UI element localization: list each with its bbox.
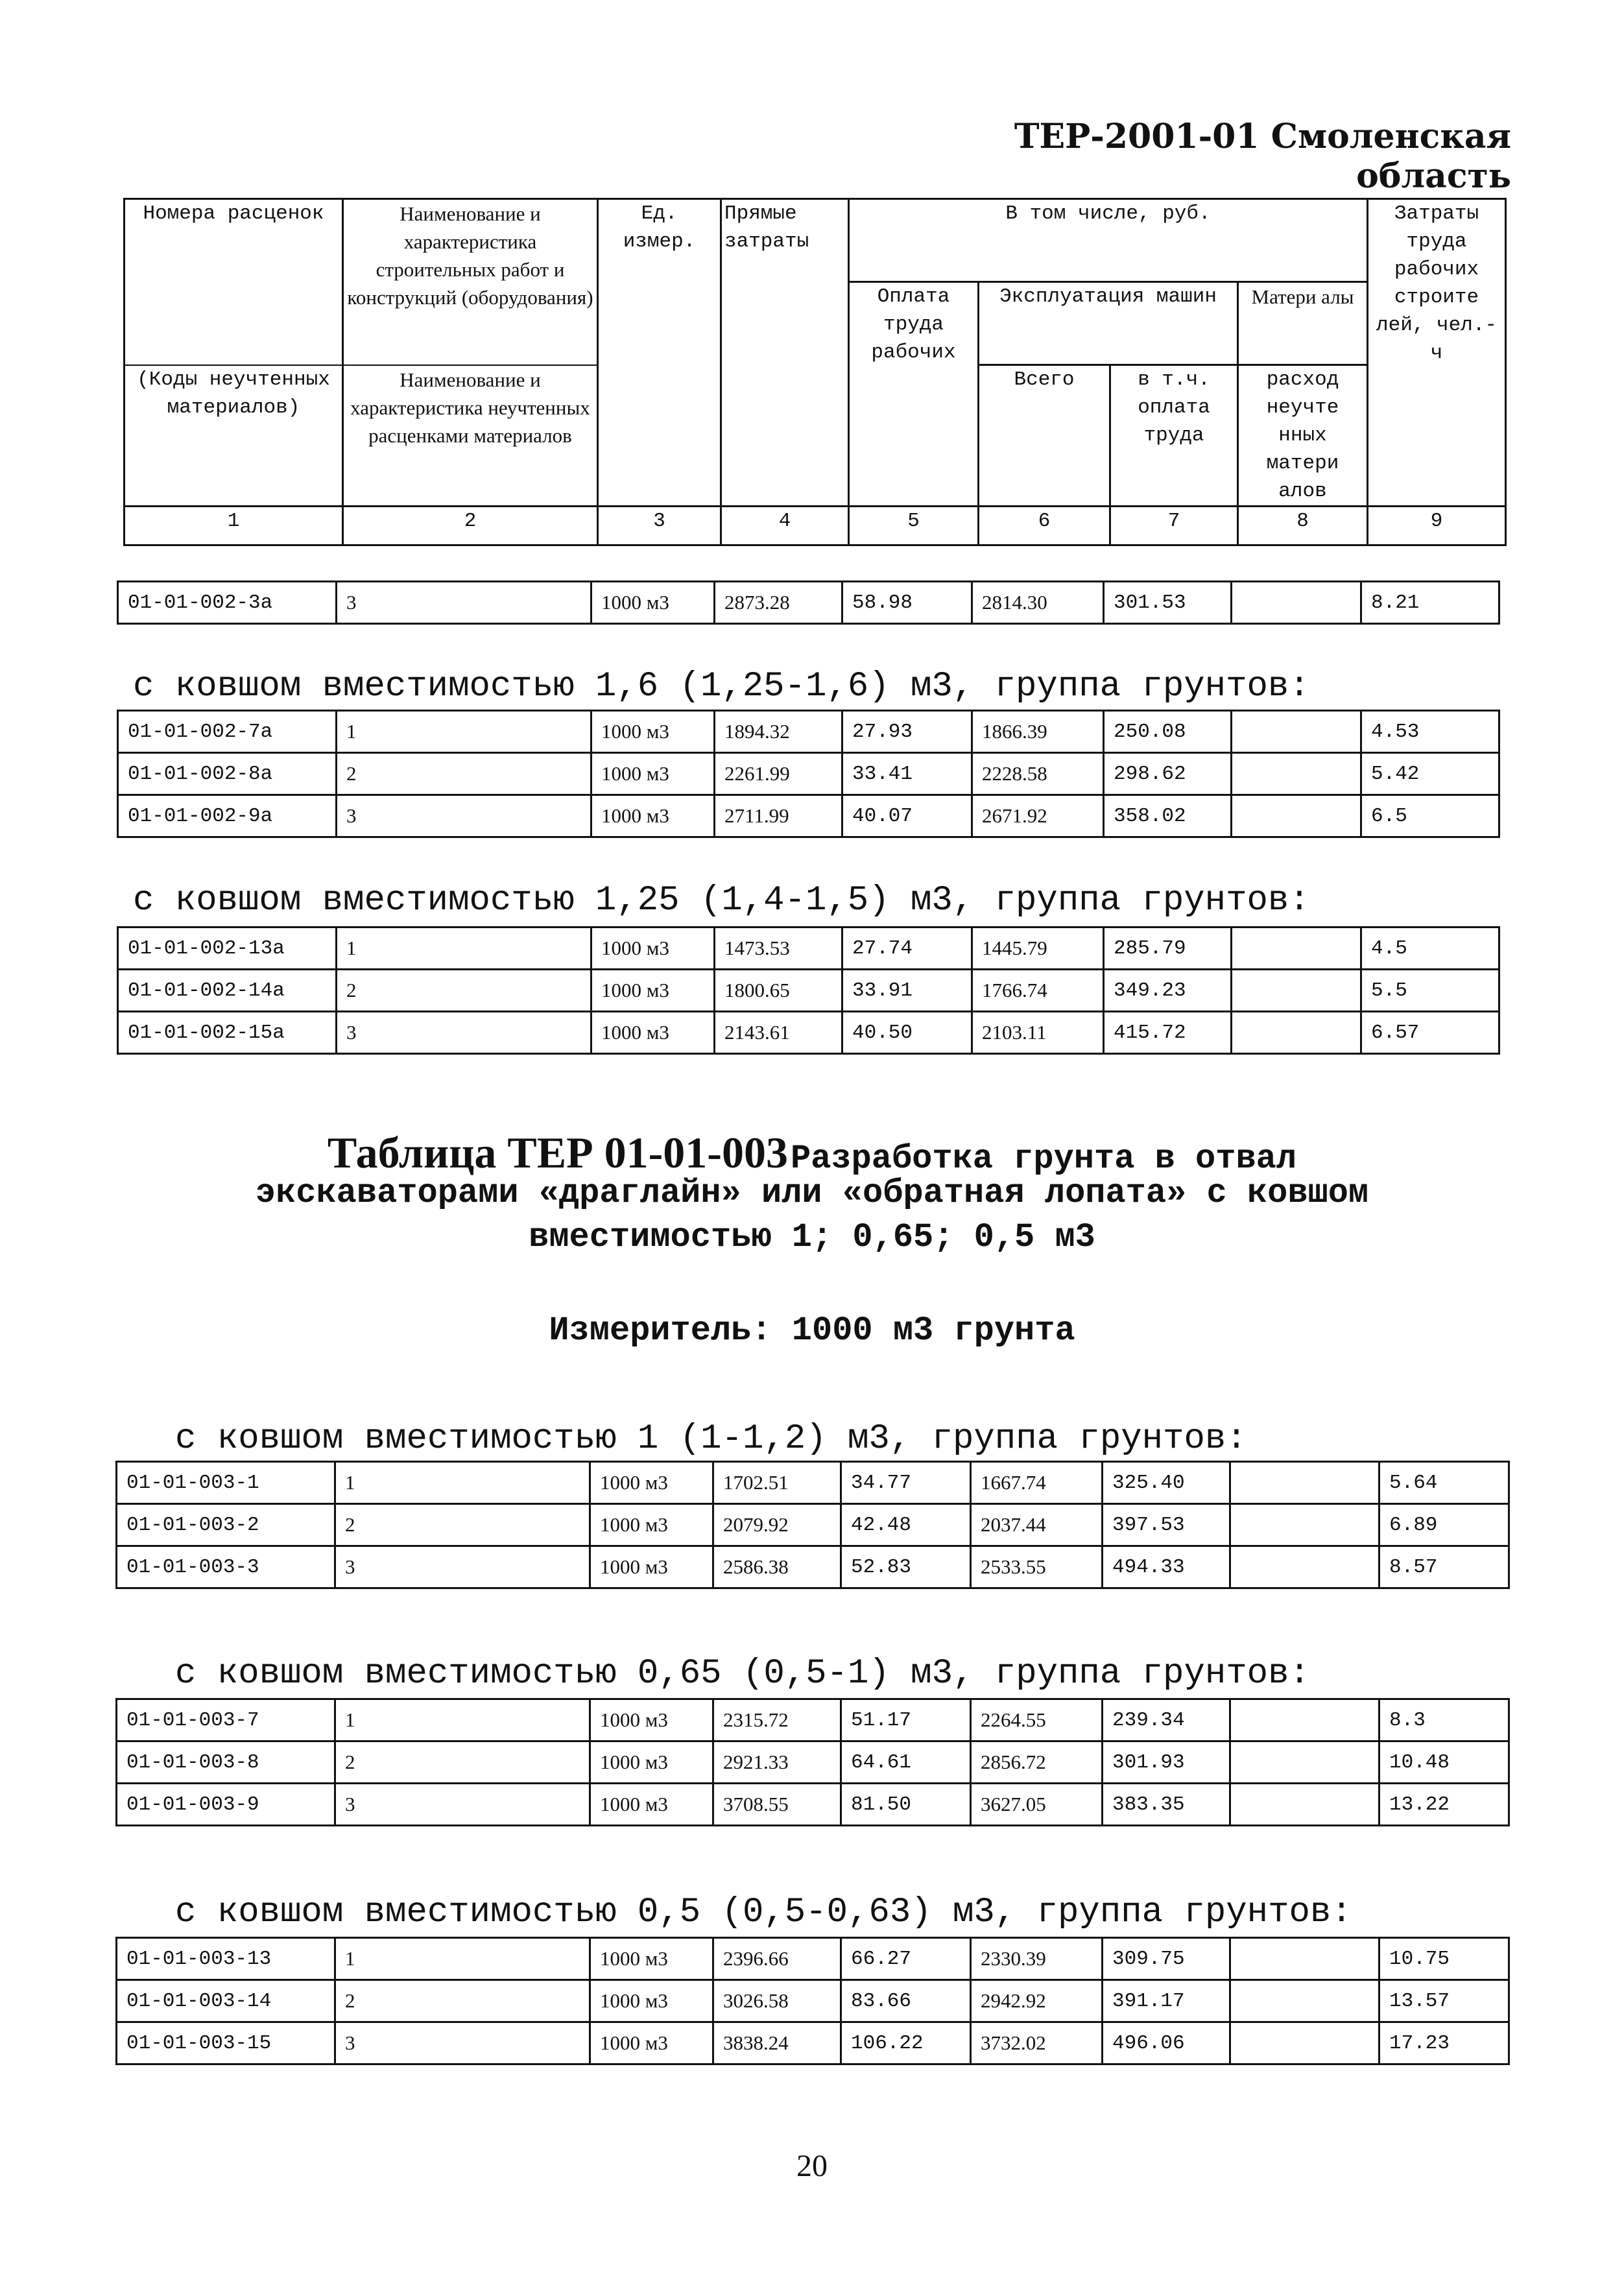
labor-hours-cell: 8.3 — [1379, 1699, 1509, 1741]
rate-code-cell: 01-01-002-8а — [118, 753, 337, 795]
materials-cell — [1232, 795, 1361, 837]
unit-cell: 1000 м3 — [590, 1699, 713, 1741]
column-number: 4 — [721, 507, 849, 545]
wages-cell: 40.07 — [842, 795, 972, 837]
wages-cell: 27.93 — [842, 711, 972, 753]
wages-cell: 106.22 — [841, 2022, 971, 2064]
header-machines: Эксплуатация машин — [979, 282, 1238, 365]
labor-hours-cell: 17.23 — [1379, 2022, 1509, 2064]
materials-cell — [1230, 1980, 1379, 2022]
labor-hours-cell: 5.5 — [1361, 970, 1499, 1012]
machines-wages-cell: 239.34 — [1103, 1699, 1230, 1741]
table-row — [118, 795, 1499, 837]
machines-total-cell: 3627.05 — [971, 1784, 1103, 1826]
header-materials: Матери алы — [1238, 282, 1368, 365]
machines-wages-cell: 383.35 — [1103, 1784, 1230, 1826]
soil-group-cell: 2 — [335, 1504, 590, 1546]
soil-group-cell: 1 — [335, 1699, 590, 1741]
table-row — [117, 1938, 1509, 1980]
unit-cell: 1000 м3 — [591, 970, 715, 1012]
machines-total-cell: 2037.44 — [971, 1504, 1103, 1546]
wages-cell: 51.17 — [841, 1699, 971, 1741]
materials-cell — [1232, 970, 1361, 1012]
column-number: 2 — [343, 507, 598, 545]
unit-cell: 1000 м3 — [590, 1546, 713, 1588]
wages-cell: 66.27 — [841, 1938, 971, 1980]
table-row — [117, 1980, 1509, 2022]
machines-total-cell: 2533.55 — [971, 1546, 1103, 1588]
table-row — [118, 1012, 1499, 1054]
direct-costs-cell: 2261.99 — [715, 753, 842, 795]
soil-group-cell: 1 — [337, 711, 591, 753]
materials-cell — [1230, 1504, 1379, 1546]
materials-cell — [1230, 1462, 1379, 1504]
column-number: 3 — [598, 507, 721, 545]
running-header: ТЕР-2001-01 Смоленская область — [1014, 117, 1511, 196]
direct-costs-cell: 1702.51 — [713, 1462, 841, 1504]
labor-hours-cell: 13.22 — [1379, 1784, 1509, 1826]
machines-total-cell: 2671.92 — [972, 795, 1104, 837]
direct-costs-cell: 2143.61 — [715, 1012, 842, 1054]
machines-total-cell: 2330.39 — [971, 1938, 1103, 1980]
unit-cell: 1000 м3 — [590, 1980, 713, 2022]
rate-code-cell: 01-01-003-9 — [117, 1784, 335, 1826]
machines-wages-cell: 415.72 — [1104, 1012, 1232, 1054]
direct-costs-cell: 3026.58 — [713, 1980, 841, 2022]
rates-table — [115, 1937, 1510, 2065]
header-material-names: Наименование и характеристика неучтенных расценками материалов — [343, 365, 598, 507]
section-title: с ковшом вместимостью 1 (1-1,2) м3, группа грунтов: — [175, 1419, 1247, 1459]
rate-code-cell: 01-01-002-7а — [118, 711, 337, 753]
wages-cell: 52.83 — [841, 1546, 971, 1588]
rate-code-cell: 01-01-002-9а — [118, 795, 337, 837]
unit-cell: 1000 м3 — [591, 711, 715, 753]
direct-costs-cell: 1894.32 — [715, 711, 842, 753]
wages-cell: 34.77 — [841, 1462, 971, 1504]
unit-cell: 1000 м3 — [591, 753, 715, 795]
labor-hours-cell: 5.64 — [1379, 1462, 1509, 1504]
rate-code-cell: 01-01-003-1 — [117, 1462, 335, 1504]
measurement-unit: Измеритель: 1000 м3 грунта — [549, 1311, 1075, 1350]
header-material-codes: (Коды неучтенных материалов) — [125, 365, 343, 507]
rate-code-cell: 01-01-003-2 — [117, 1504, 335, 1546]
table-row — [117, 1462, 1509, 1504]
table-row — [117, 1504, 1509, 1546]
wages-cell: 27.74 — [842, 927, 972, 970]
soil-group-cell: 2 — [335, 1980, 590, 2022]
wages-cell: 81.50 — [841, 1784, 971, 1826]
table-number: Таблица ТЕР 01-01-003 — [327, 1128, 788, 1177]
header-machines-total: Всего — [979, 365, 1110, 507]
unit-cell: 1000 м3 — [590, 1504, 713, 1546]
table-caption — [0, 1127, 1624, 1178]
unit-cell: 1000 м3 — [590, 1741, 713, 1784]
machines-total-cell: 1766.74 — [972, 970, 1104, 1012]
section-title: с ковшом вместимостью 1,6 (1,25-1,6) м3, группа грунтов: — [133, 667, 1310, 706]
machines-wages-cell: 325.40 — [1103, 1462, 1230, 1504]
direct-costs-cell: 3708.55 — [713, 1784, 841, 1826]
machines-wages-cell: 496.06 — [1103, 2022, 1230, 2064]
direct-costs-cell: 3838.24 — [713, 2022, 841, 2064]
labor-hours-cell: 8.21 — [1361, 582, 1499, 624]
labor-hours-cell: 4.5 — [1361, 927, 1499, 970]
direct-costs-cell: 2711.99 — [715, 795, 842, 837]
rate-code-cell: 01-01-003-7 — [117, 1699, 335, 1741]
section-title: с ковшом вместимостью 0,5 (0,5-0,63) м3, группа грунтов: — [175, 1893, 1352, 1932]
rate-code-cell: 01-01-002-14а — [118, 970, 337, 1012]
soil-group-cell: 3 — [337, 1012, 591, 1054]
machines-total-cell: 3732.02 — [971, 2022, 1103, 2064]
table-row — [118, 753, 1499, 795]
machines-wages-cell: 301.93 — [1103, 1741, 1230, 1784]
materials-cell — [1230, 1546, 1379, 1588]
machines-wages-cell: 285.79 — [1104, 927, 1232, 970]
machines-total-cell: 2856.72 — [971, 1741, 1103, 1784]
column-number: 7 — [1110, 507, 1238, 545]
soil-group-cell: 3 — [337, 582, 591, 624]
machines-total-cell: 2942.92 — [971, 1980, 1103, 2022]
labor-hours-cell: 6.5 — [1361, 795, 1499, 837]
unit-cell: 1000 м3 — [590, 1938, 713, 1980]
direct-costs-cell: 1473.53 — [715, 927, 842, 970]
machines-total-cell: 2264.55 — [971, 1699, 1103, 1741]
machines-wages-cell: 298.62 — [1104, 753, 1232, 795]
table-row — [118, 711, 1499, 753]
soil-group-cell: 3 — [335, 1546, 590, 1588]
rate-code-cell: 01-01-002-13а — [118, 927, 337, 970]
machines-wages-cell: 301.53 — [1104, 582, 1232, 624]
unit-cell: 1000 м3 — [590, 2022, 713, 2064]
labor-hours-cell: 8.57 — [1379, 1546, 1509, 1588]
labor-hours-cell: 10.48 — [1379, 1741, 1509, 1784]
materials-cell — [1232, 582, 1361, 624]
materials-cell — [1232, 1012, 1361, 1054]
rates-table — [117, 926, 1500, 1055]
labor-hours-cell: 6.89 — [1379, 1504, 1509, 1546]
rates-table — [115, 1698, 1510, 1826]
table-row — [117, 2022, 1509, 2064]
direct-costs-cell: 2873.28 — [715, 582, 842, 624]
soil-group-cell: 3 — [337, 795, 591, 837]
header-machines-wages: в т.ч. оплата труда — [1110, 365, 1238, 507]
soil-group-cell: 1 — [337, 927, 591, 970]
direct-costs-cell: 1800.65 — [715, 970, 842, 1012]
machines-wages-cell: 397.53 — [1103, 1504, 1230, 1546]
machines-wages-cell: 391.17 — [1103, 1980, 1230, 2022]
soil-group-cell: 3 — [335, 2022, 590, 2064]
materials-cell — [1230, 1741, 1379, 1784]
table-title-line: экскаваторами «драглайн» или «обратная лопата» с ковшом — [255, 1174, 1369, 1212]
labor-hours-cell: 10.75 — [1379, 1938, 1509, 1980]
soil-group-cell: 1 — [335, 1938, 590, 1980]
table-row — [118, 582, 1499, 624]
wages-cell: 42.48 — [841, 1504, 971, 1546]
direct-costs-cell: 2921.33 — [713, 1741, 841, 1784]
section-title: с ковшом вместимостью 0,65 (0,5-1) м3, группа грунтов: — [175, 1654, 1310, 1693]
machines-wages-cell: 358.02 — [1104, 795, 1232, 837]
soil-group-cell: 3 — [335, 1784, 590, 1826]
unit-cell: 1000 м3 — [591, 795, 715, 837]
table-title: Разработка грунта в отвал — [790, 1140, 1297, 1178]
soil-group-cell: 2 — [335, 1741, 590, 1784]
column-number: 9 — [1368, 507, 1506, 545]
labor-hours-cell: 13.57 — [1379, 1980, 1509, 2022]
rate-code-cell: 01-01-002-15а — [118, 1012, 337, 1054]
wages-cell: 40.50 — [842, 1012, 972, 1054]
column-header-table — [123, 198, 1507, 546]
machines-total-cell: 2228.58 — [972, 753, 1104, 795]
materials-cell — [1230, 1784, 1379, 1826]
rate-code-cell: 01-01-003-8 — [117, 1741, 335, 1784]
column-number: 6 — [979, 507, 1110, 545]
rate-code-cell: 01-01-003-13 — [117, 1938, 335, 1980]
materials-cell — [1232, 753, 1361, 795]
unit-cell: 1000 м3 — [591, 927, 715, 970]
rates-table — [115, 1461, 1510, 1589]
table-title-line: вместимостью 1; 0,65; 0,5 м3 — [529, 1218, 1095, 1256]
materials-cell — [1230, 1699, 1379, 1741]
unit-cell: 1000 м3 — [591, 1012, 715, 1054]
table-row — [118, 927, 1499, 970]
column-number: 8 — [1238, 507, 1368, 545]
table-row — [117, 1546, 1509, 1588]
header-unit: Ед. измер. — [598, 199, 721, 507]
machines-total-cell: 1866.39 — [972, 711, 1104, 753]
wages-cell: 83.66 — [841, 1980, 971, 2022]
labor-hours-cell: 4.53 — [1361, 711, 1499, 753]
page-number: 20 — [796, 2149, 828, 2183]
header-wages: Оплата труда рабочих — [849, 282, 979, 507]
labor-hours-cell: 5.42 — [1361, 753, 1499, 795]
header-name: Наименование и характеристика строительных работ и конструкций (оборудования) — [343, 199, 598, 365]
machines-total-cell: 2103.11 — [972, 1012, 1104, 1054]
labor-hours-cell: 6.57 — [1361, 1012, 1499, 1054]
machines-wages-cell: 349.23 — [1104, 970, 1232, 1012]
direct-costs-cell: 2396.66 — [713, 1938, 841, 1980]
machines-total-cell: 1445.79 — [972, 927, 1104, 970]
wages-cell: 33.41 — [842, 753, 972, 795]
wages-cell: 64.61 — [841, 1741, 971, 1784]
unit-cell: 1000 м3 — [590, 1784, 713, 1826]
machines-wages-cell: 250.08 — [1104, 711, 1232, 753]
header-codes: Номера расценок — [125, 199, 343, 365]
soil-group-cell: 1 — [335, 1462, 590, 1504]
materials-cell — [1232, 927, 1361, 970]
direct-costs-cell: 2586.38 — [713, 1546, 841, 1588]
header-materials-usage: расход неучте нных матери алов — [1238, 365, 1368, 507]
unit-cell: 1000 м3 — [591, 582, 715, 624]
wages-cell: 33.91 — [842, 970, 972, 1012]
table-row — [117, 1699, 1509, 1741]
materials-cell — [1230, 2022, 1379, 2064]
table-row — [118, 970, 1499, 1012]
direct-costs-cell: 2079.92 — [713, 1504, 841, 1546]
materials-cell — [1232, 711, 1361, 753]
table-row — [117, 1784, 1509, 1826]
machines-total-cell: 1667.74 — [971, 1462, 1103, 1504]
rate-code-cell: 01-01-003-3 — [117, 1546, 335, 1588]
column-number: 1 — [125, 507, 343, 545]
header-including: В том числе, руб. — [849, 199, 1368, 282]
unit-cell: 1000 м3 — [590, 1462, 713, 1504]
machines-total-cell: 2814.30 — [972, 582, 1104, 624]
machines-wages-cell: 494.33 — [1103, 1546, 1230, 1588]
soil-group-cell: 2 — [337, 970, 591, 1012]
rate-code-cell: 01-01-002-3а — [118, 582, 337, 624]
wages-cell: 58.98 — [842, 582, 972, 624]
rates-table — [117, 580, 1500, 625]
rate-code-cell: 01-01-003-15 — [117, 2022, 335, 2064]
column-number: 5 — [849, 507, 979, 545]
machines-wages-cell: 309.75 — [1103, 1938, 1230, 1980]
direct-costs-cell: 2315.72 — [713, 1699, 841, 1741]
header-labor-hours: Затраты труда рабочих строите лей, чел.-ч — [1368, 199, 1506, 507]
header-direct-costs: Прямые затраты — [721, 199, 849, 507]
materials-cell — [1230, 1938, 1379, 1980]
table-row — [117, 1741, 1509, 1784]
rate-code-cell: 01-01-003-14 — [117, 1980, 335, 2022]
section-title: с ковшом вместимостью 1,25 (1,4-1,5) м3, группа грунтов: — [133, 881, 1310, 920]
soil-group-cell: 2 — [337, 753, 591, 795]
rates-table — [117, 710, 1500, 838]
